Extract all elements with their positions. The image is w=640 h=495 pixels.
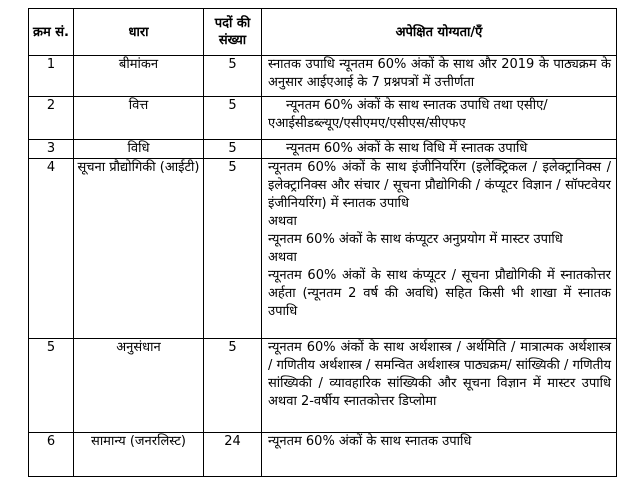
row-dhara: सूचना प्रौद्योगिकी (आईटी)	[74, 159, 204, 339]
row-qualification	[262, 97, 617, 140]
table-row	[29, 433, 617, 477]
table-row	[29, 56, 617, 97]
qualification-text: न्यूनतम 60% अंकों के साथ कंप्यूटर अनुप्रयोग में मास्टर उपाधि	[268, 232, 563, 247]
table-row	[29, 140, 617, 159]
header-serial: क्रम सं.	[29, 9, 74, 56]
row-qualification	[262, 159, 617, 339]
row-posts: 24	[204, 433, 262, 477]
qualification-text: न्यूनतम 60% अंकों के साथ इंजीनियरिंग (इलेक्ट्रिकल / इलेक्ट्रानिक्स / इलेक्ट्रानिक्स और संचार / सूचना प्रौद्योगिकी / कंप्यूटर विज्ञान / सॉफ्टवेयर इंजीनियरिंग) में स्नातक उपाधि	[268, 160, 611, 211]
row-posts: 5	[204, 159, 262, 339]
qualification-text: न्यूनतम 60% अंकों के साथ स्नातक उपाधि	[268, 434, 472, 449]
table-row	[29, 339, 617, 433]
row-qualification	[262, 433, 617, 477]
qualification-or: अथवा	[268, 250, 297, 265]
eligibility-table	[28, 8, 617, 477]
row-posts: 5	[204, 140, 262, 159]
row-posts: 5	[204, 97, 262, 140]
row-dhara: विधि	[74, 140, 204, 159]
row-number: 6	[29, 433, 74, 477]
table-row	[29, 97, 617, 140]
row-dhara: वित्त	[74, 97, 204, 140]
qualification-text: न्यूनतम 60% अंकों के साथ स्नातक उपाधि तथा एसीए/	[286, 98, 548, 113]
row-dhara: बीमांकन	[74, 56, 204, 97]
row-qualification	[262, 56, 617, 97]
row-qualification	[262, 140, 617, 159]
qualification-text: न्यूनतम 60% अंकों के साथ अर्थशास्त्र / अर्थमिति / मात्रात्मक अर्थशास्त्र / गणितीय अर्थशास्त्र / समन्वित अर्थशास्त्र पाठ्यक्रम/ सांख्यिकी / गणितीय सांख्यिकी / व्यावहारिक सांख्यिकी और सूचना विज्ञान में मास्टर उपाधि अथवा 2-वर्षीय स्नातकोत्तर डिप्लोमा	[268, 340, 611, 409]
row-number: 3	[29, 140, 74, 159]
row-posts: 5	[204, 339, 262, 433]
row-dhara: अनुसंधान	[74, 339, 204, 433]
qualification-or: अथवा	[268, 214, 297, 229]
row-number: 4	[29, 159, 74, 339]
qualification-text: स्नातक उपाधि न्यूनतम 60% अंकों के साथ और 2019 के पाठ्यक्रम के अनुसार आईएआई के 7 प्रश्नपत्रों में उत्तीर्णता	[268, 57, 611, 90]
row-number: 5	[29, 339, 74, 433]
row-qualification	[262, 339, 617, 433]
header-row	[29, 9, 617, 56]
row-dhara: सामान्य (जनरलिस्ट)	[74, 433, 204, 477]
row-number: 1	[29, 56, 74, 97]
table-row	[29, 159, 617, 339]
header-dhara: धारा	[74, 9, 204, 56]
qualification-text: न्यूनतम 60% अंकों के साथ कंप्यूटर / सूचना प्रौद्योगिकी में स्नातकोत्तर अर्हता (न्यूनतम 2 वर्ष की अवधि) सहित किसी भी शाखा में स्नातक उपाधि	[268, 268, 611, 319]
header-posts: पदों की संख्या	[204, 9, 262, 56]
row-posts: 5	[204, 56, 262, 97]
qualification-text: एआईसीडब्ल्यूए/एसीएमए/एसीएस/सीएफए	[268, 116, 466, 131]
header-qualification: अपेक्षित योग्यता/एँ	[262, 9, 617, 56]
qualification-text: न्यूनतम 60% अंकों के साथ विधि में स्नातक उपाधि	[286, 141, 528, 156]
row-number: 2	[29, 97, 74, 140]
